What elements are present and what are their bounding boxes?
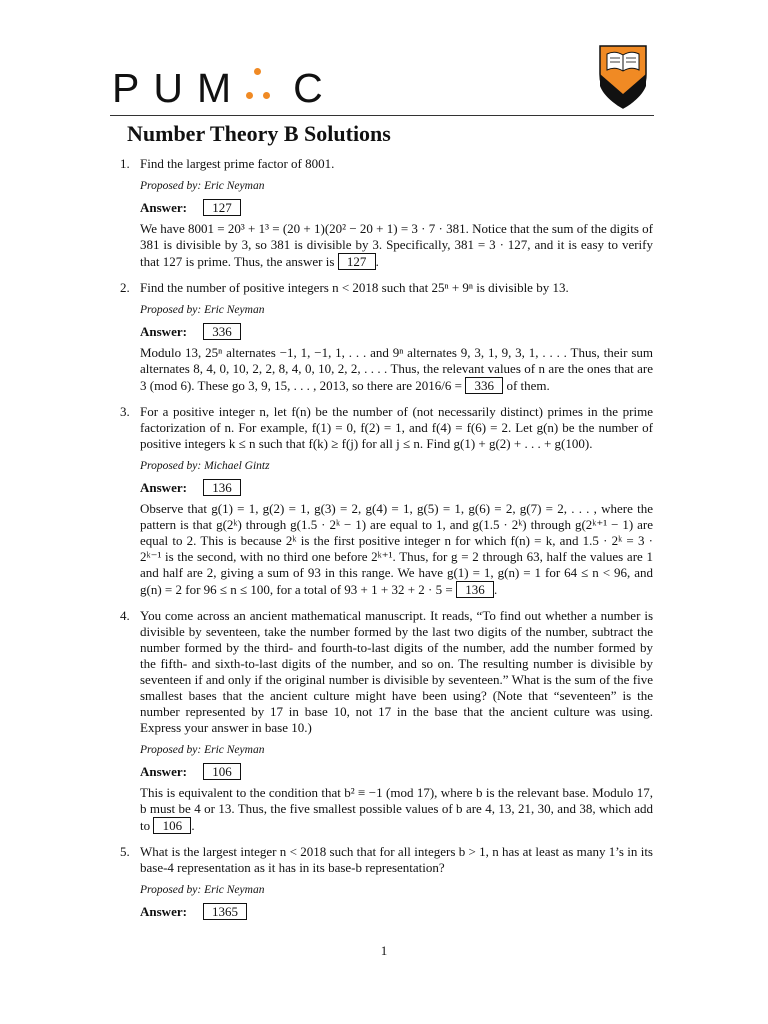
- answer-box: 127: [203, 199, 241, 216]
- solution-tail: .: [375, 254, 379, 269]
- problem-solution: [140, 345, 653, 394]
- solution-answer-box: 106: [153, 817, 191, 834]
- solution-text: This is equivalent to the condition that b² ≡ −1 (mod 17), where b is the relevant base. Modulo 17, b must be 4 or 13. Thus, the five smallest possible values of b are 4, 13, 21, 30, and 38, which add to: [140, 785, 653, 833]
- problem-solution: [140, 501, 653, 598]
- problem-question: For a positive integer n, let f(n) be the number of (not necessarily distinct) primes in the prime factorization of n. For example, f(1) = 0, f(2) = 1, and f(4) = f(6) = 2. Let g(n) be the number of positive integers k ≤ n such that f(k) ≥ f(j) for all j ≤ n. Find g(1) + g(2) + . . . + g(100).: [140, 404, 653, 451]
- answer-line: [140, 323, 653, 340]
- solution-answer-box: 127: [338, 253, 376, 270]
- answer-line: [140, 763, 653, 780]
- problem-proposer: Proposed by: Eric Neyman: [140, 884, 265, 896]
- problem-proposer: Proposed by: Eric Neyman: [140, 304, 265, 316]
- solution-tail: of them.: [506, 378, 550, 393]
- problem-question: Find the number of positive integers n < 2018 such that 25ⁿ + 9ⁿ is divisible by 13.: [140, 280, 569, 295]
- logo-text-left: PUM: [112, 65, 246, 111]
- problem-proposer: Proposed by: Eric Neyman: [140, 180, 265, 192]
- problem-2: [120, 280, 653, 394]
- answer-label: Answer:: [140, 200, 187, 215]
- problems-list: [120, 156, 653, 930]
- solution-text: Observe that g(1) = 1, g(2) = 1, g(3) = 2, g(4) = 1, g(5) = 1, g(6) = 2, g(7) = 2, . . . , where the pattern is that g(2ᵏ) through g(1.5 · 2ᵏ − 1) are equal to 1, and g(1.5 · 2ᵏ) through g(2ᵏ⁺¹ − 1) are equal to 2. This is because 2ᵏ is the first positive integer n for which f(n) = k, and 1.5 · 2ᵏ = 3 · 2ᵏ⁻¹ is the second, with no third one before 2ᵏ⁺¹. Thus, for g = 2 through 63, half the values are 1 and half are 2, giving a sum of 93 in this range. We have g(1) = 1, g(n) = 1 for 64 ≤ n < 96, and g(n) = 2 for 96 ≤ n ≤ 100, for a total of 93 + 1 + 32 + 2 · 5 =: [140, 501, 653, 597]
- problem-proposer: Proposed by: Michael Gintz: [140, 460, 270, 472]
- answer-box: 136: [203, 479, 241, 496]
- solution-tail: .: [493, 582, 498, 597]
- problem-number: 4.: [120, 608, 130, 623]
- problem-number: 1.: [120, 156, 130, 171]
- answer-label: Answer:: [140, 764, 187, 779]
- logo-text-right: C: [293, 65, 337, 111]
- princeton-shield-icon: [598, 44, 648, 110]
- solution-tail: .: [191, 818, 195, 833]
- page-number: 1: [380, 943, 388, 958]
- answer-line: [140, 199, 653, 216]
- problem-number: 5.: [120, 844, 130, 859]
- answer-box: 106: [203, 763, 241, 780]
- problem-proposer: Proposed by: Eric Neyman: [140, 744, 265, 756]
- logo-dots-icon: [239, 68, 275, 104]
- solution-text: We have 8001 = 20³ + 1³ = (20 + 1)(20² − 20 + 1) = 3 · 7 · 381. Notice that the sum of the digits of 381 is divisible by 3, so 381 is divisible by 3. Specifically, 381 = 3 · 127, and it is easy to verify that 127 is prime. Thus, the answer is: [140, 221, 653, 269]
- problem-question: What is the largest integer n < 2018 such that for all integers b > 1, n has at least as many 1’s in its base-4 representation as it has in its base-b representation?: [140, 844, 653, 875]
- page-title: Number Theory B Solutions: [127, 121, 391, 146]
- problem-question: Find the largest prime factor of 8001.: [140, 156, 335, 171]
- problem-4: [120, 608, 653, 834]
- solution-answer-box: 336: [465, 377, 503, 394]
- header-divider: [110, 115, 654, 116]
- problem-solution: [140, 221, 653, 270]
- answer-box: 1365: [203, 903, 247, 920]
- problem-1: [120, 156, 653, 270]
- answer-box: 336: [203, 323, 241, 340]
- answer-line: [140, 903, 653, 920]
- problem-3: [120, 404, 653, 598]
- solution-answer-box: 136: [456, 581, 494, 598]
- problem-number: 2.: [120, 280, 130, 295]
- problem-5: [120, 844, 653, 920]
- problem-solution: [140, 785, 653, 834]
- answer-label: Answer:: [140, 324, 187, 339]
- problem-number: 3.: [120, 404, 130, 419]
- answer-label: Answer:: [140, 480, 187, 495]
- answer-label: Answer:: [140, 904, 187, 919]
- pumac-logo: [112, 65, 337, 112]
- solution-text: Modulo 13, 25ⁿ alternates −1, 1, −1, 1, . . . and 9ⁿ alternates 9, 3, 1, 9, 3, 1, . . . . Thus, their sum alternates 8, 4, 0, 10, 2, 2, 8, 4, 0, 10, 2, 2, . . . . Thus, the relevant values of n are the ones that are 3 (mod 6). These go 3, 9, 15, . . . , 2013, so there are 2016/6 =: [140, 345, 653, 393]
- answer-line: [140, 479, 653, 496]
- problem-question: You come across an ancient mathematical manuscript. It reads, “To find out whether a number is divisible by seventeen, take the number formed by the last two digits of the number, subtract the number formed by the third- and fourth-to-last digits of the number, add the number formed by the fifth- and sixth-to-last digits of the number, and so on. The resulting number is divisible by seventeen if and only if the original number is divisible by seventeen.” What is the sum of the five smallest bases that the ancient culture might have been using? (Note that “seventeen” is the number represented by 17 in base 10, not 17 in the base that the ancient culture was using. Express your answer in base 10.): [140, 608, 653, 735]
- page-header: [110, 40, 654, 116]
